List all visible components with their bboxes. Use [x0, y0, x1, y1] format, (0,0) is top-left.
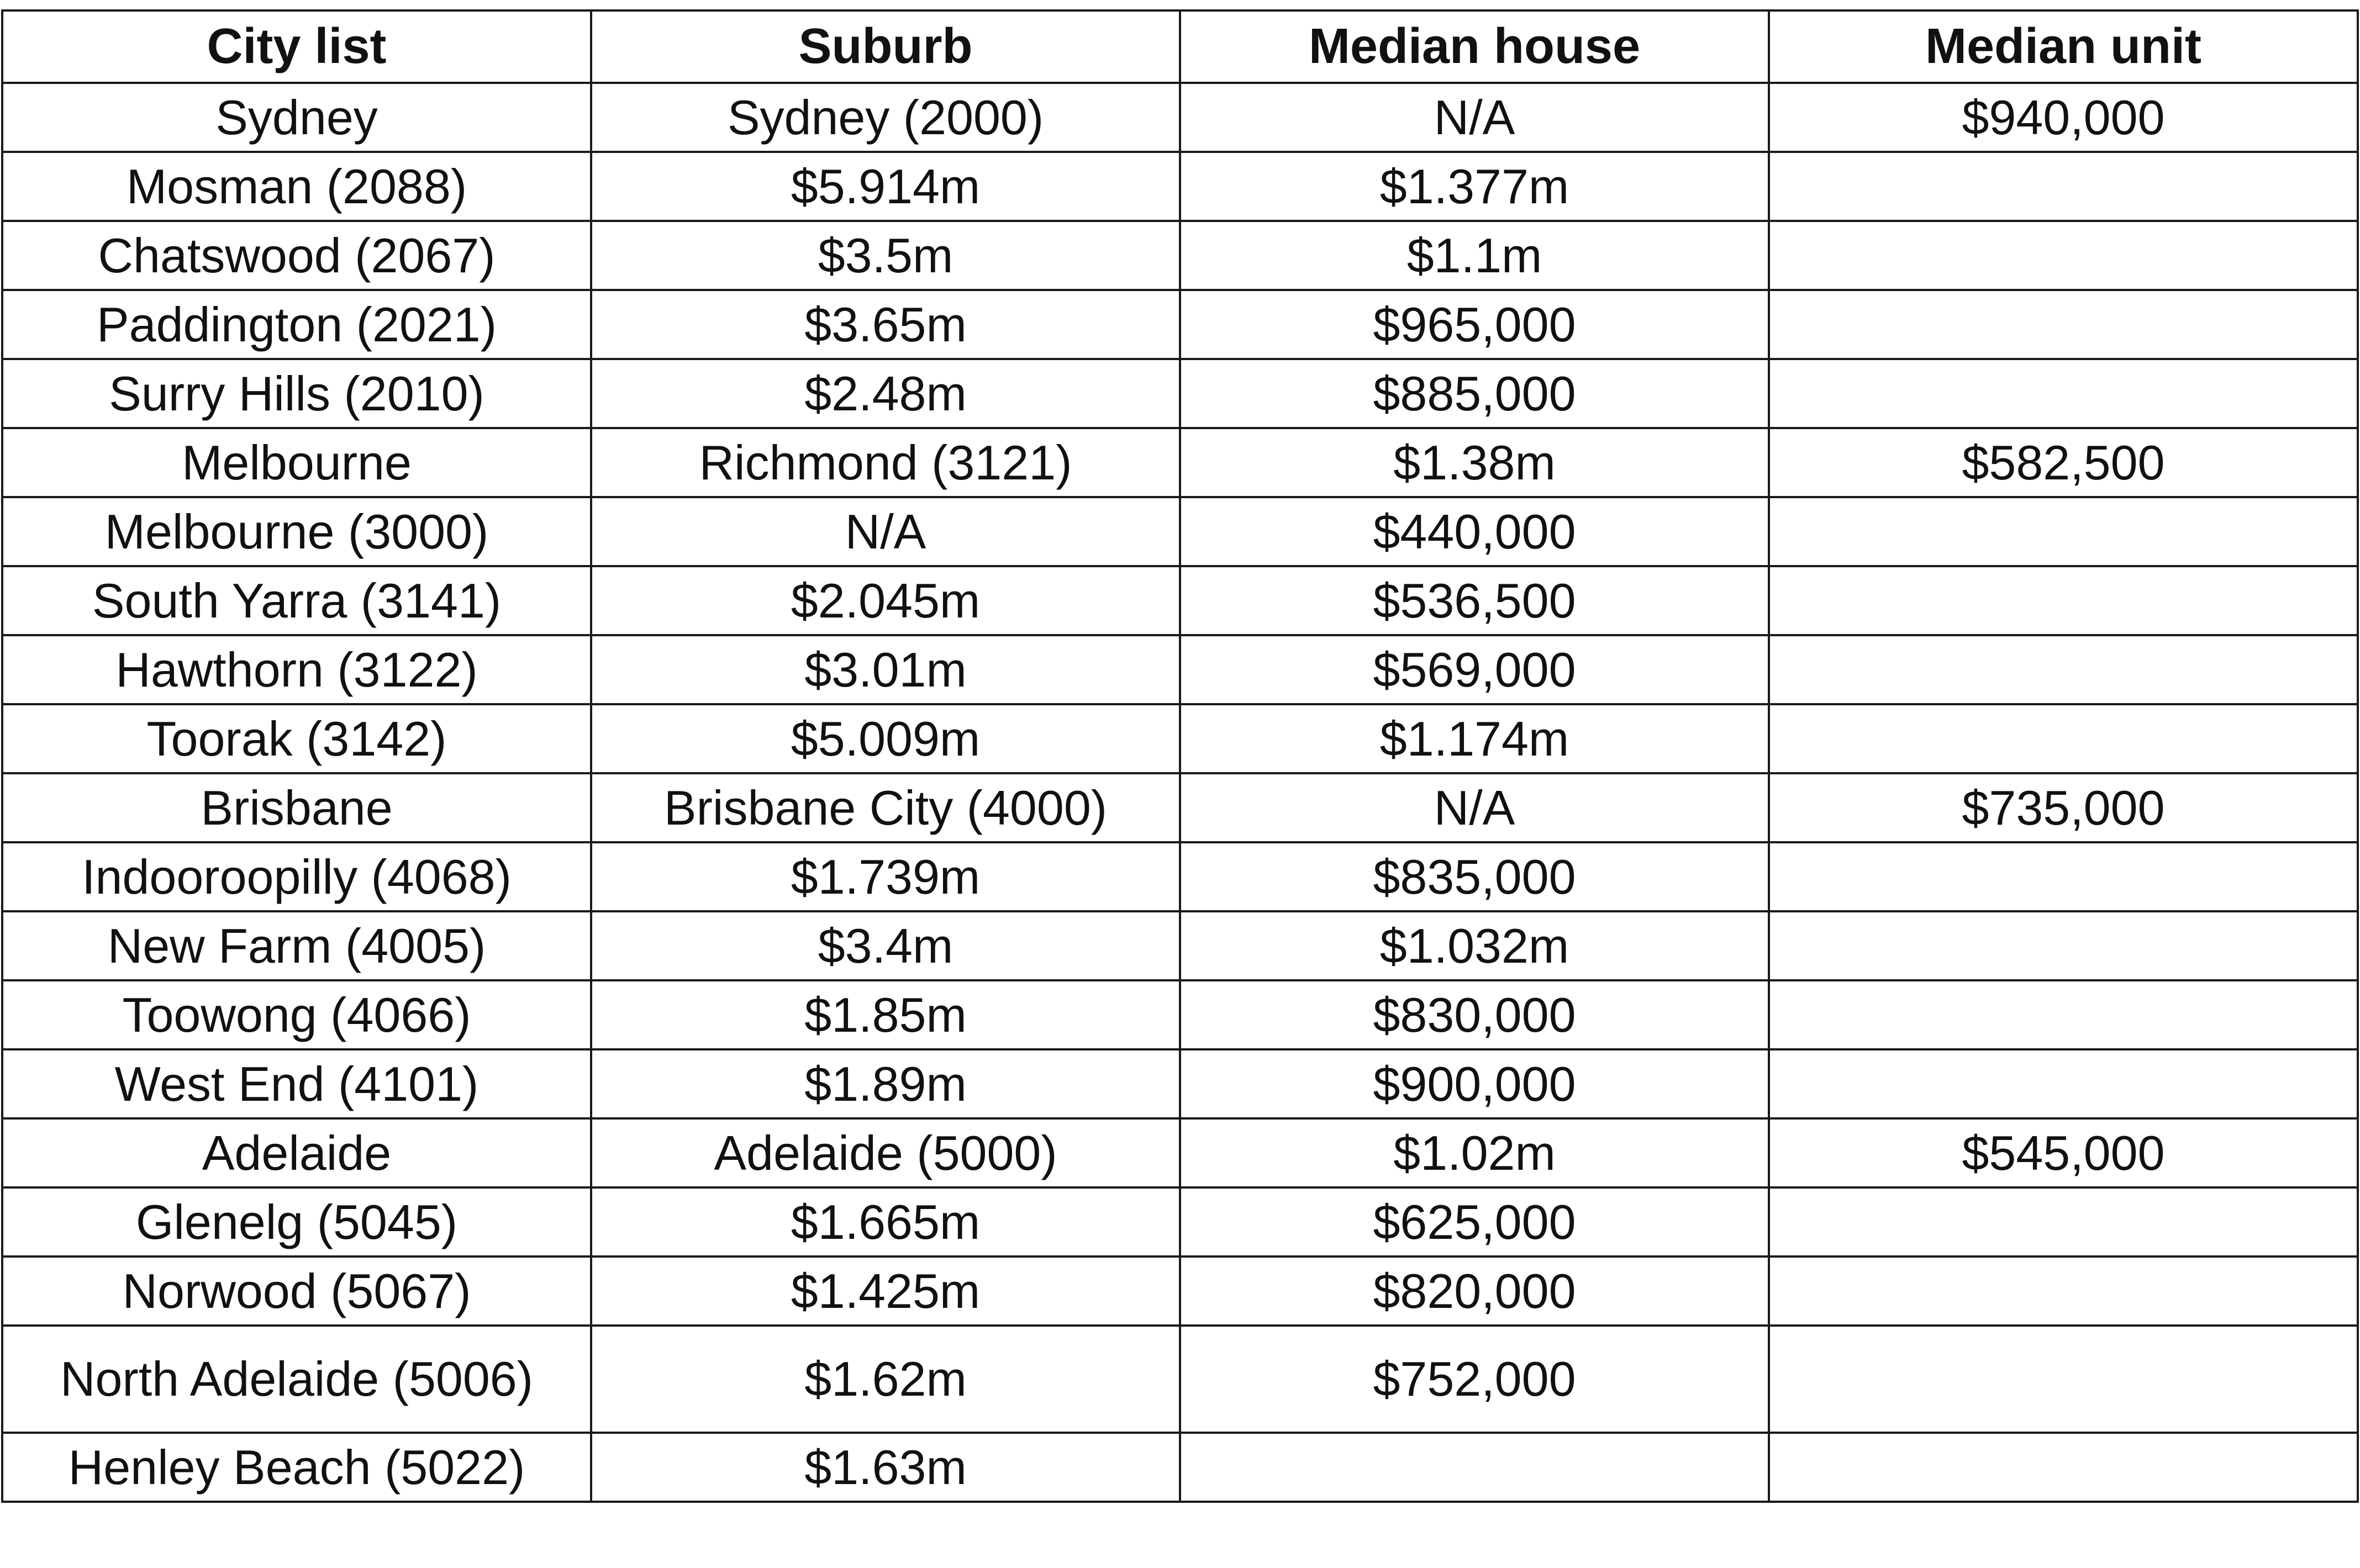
table-row: [2, 1118, 2358, 1187]
table-row: [2, 980, 2358, 1049]
table-row: [2, 152, 2358, 221]
table-row: [2, 1433, 2358, 1502]
table-cell: $940,000: [1769, 83, 2358, 152]
table-cell: $1.739m: [591, 842, 1180, 911]
table-row: [2, 1256, 2358, 1326]
table-cell: $830,000: [1180, 980, 1769, 1049]
table-cell: [1769, 842, 2358, 911]
table-cell: [1769, 566, 2358, 635]
table-row: [2, 635, 2358, 704]
table-cell: West End (4101): [2, 1049, 591, 1118]
table-cell: $1.032m: [1180, 911, 1769, 980]
table-cell: $5.914m: [591, 152, 1180, 221]
table-cell: Glenelg (5045): [2, 1187, 591, 1256]
table-cell: [1769, 911, 2358, 980]
table-row: [2, 497, 2358, 566]
table-cell: $1.85m: [591, 980, 1180, 1049]
table-row: [2, 290, 2358, 359]
table-cell: $545,000: [1769, 1118, 2358, 1187]
table-cell: [1769, 152, 2358, 221]
table-cell: Brisbane: [2, 773, 591, 842]
header-median-house: Median house: [1180, 10, 1769, 83]
table-cell: $3.4m: [591, 911, 1180, 980]
table-row: [2, 773, 2358, 842]
table-cell: Brisbane City (4000): [591, 773, 1180, 842]
table-cell: Sydney (2000): [591, 83, 1180, 152]
table-cell: $885,000: [1180, 359, 1769, 428]
table-cell: $1.1m: [1180, 221, 1769, 290]
table-header-row: [2, 10, 2358, 83]
table-cell: $1.665m: [591, 1187, 1180, 1256]
table-cell: North Adelaide (5006): [2, 1326, 591, 1433]
table-row: [2, 428, 2358, 497]
table-cell: Adelaide: [2, 1118, 591, 1187]
table-cell: N/A: [1180, 773, 1769, 842]
table-cell: $1.63m: [591, 1433, 1180, 1502]
header-suburb: Suburb: [591, 10, 1180, 83]
table-cell: $835,000: [1180, 842, 1769, 911]
table-row: [2, 911, 2358, 980]
table-cell: Melbourne (3000): [2, 497, 591, 566]
table-cell: $2.045m: [591, 566, 1180, 635]
table-cell: $900,000: [1180, 1049, 1769, 1118]
table-cell: [1769, 704, 2358, 773]
table-cell: [1769, 497, 2358, 566]
table-cell: $965,000: [1180, 290, 1769, 359]
table-cell: Surry Hills (2010): [2, 359, 591, 428]
table-cell: [1769, 635, 2358, 704]
table-cell: New Farm (4005): [2, 911, 591, 980]
table-cell: $625,000: [1180, 1187, 1769, 1256]
table-cell: [1769, 290, 2358, 359]
table-cell: Sydney: [2, 83, 591, 152]
table-cell: $752,000: [1180, 1326, 1769, 1433]
table-row: [2, 359, 2358, 428]
table-cell: South Yarra (3141): [2, 566, 591, 635]
header-city-list: City list: [2, 10, 591, 83]
table-cell: $569,000: [1180, 635, 1769, 704]
table-cell: [1769, 980, 2358, 1049]
table-cell: [1769, 1256, 2358, 1326]
table-cell: $3.5m: [591, 221, 1180, 290]
table-cell: N/A: [591, 497, 1180, 566]
table-cell: $1.02m: [1180, 1118, 1769, 1187]
table-row: [2, 842, 2358, 911]
table-cell: $3.01m: [591, 635, 1180, 704]
table-cell: $2.48m: [591, 359, 1180, 428]
table-row: [2, 1326, 2358, 1433]
table-cell: Hawthorn (3122): [2, 635, 591, 704]
table-cell: $536,500: [1180, 566, 1769, 635]
table-row: [2, 1049, 2358, 1118]
table-cell: Mosman (2088): [2, 152, 591, 221]
table-cell: Indooroopilly (4068): [2, 842, 591, 911]
table-cell: Melbourne: [2, 428, 591, 497]
table-row: [2, 83, 2358, 152]
table-cell: $735,000: [1769, 773, 2358, 842]
table-cell: [1769, 1049, 2358, 1118]
property-price-table: [1, 9, 2359, 1503]
table-cell: $5.009m: [591, 704, 1180, 773]
table-cell: $1.62m: [591, 1326, 1180, 1433]
table-cell: [1769, 221, 2358, 290]
table-cell: N/A: [1180, 83, 1769, 152]
table-row: [2, 566, 2358, 635]
table-cell: [1180, 1433, 1769, 1502]
table-cell: $1.89m: [591, 1049, 1180, 1118]
table-cell: Toowong (4066): [2, 980, 591, 1049]
table-row: [2, 704, 2358, 773]
table-cell: $1.377m: [1180, 152, 1769, 221]
table-cell: Richmond (3121): [591, 428, 1180, 497]
header-median-unit: Median unit: [1769, 10, 2358, 83]
table-cell: $440,000: [1180, 497, 1769, 566]
table-cell: Norwood (5067): [2, 1256, 591, 1326]
table-row: [2, 221, 2358, 290]
table-cell: [1769, 1433, 2358, 1502]
table-row: [2, 1187, 2358, 1256]
table-cell: $582,500: [1769, 428, 2358, 497]
table-cell: $1.174m: [1180, 704, 1769, 773]
table-cell: Henley Beach (5022): [2, 1433, 591, 1502]
table-cell: Paddington (2021): [2, 290, 591, 359]
table-cell: $1.425m: [591, 1256, 1180, 1326]
table-cell: $1.38m: [1180, 428, 1769, 497]
table-cell: $3.65m: [591, 290, 1180, 359]
table-cell: [1769, 359, 2358, 428]
table-cell: [1769, 1326, 2358, 1433]
table-cell: $820,000: [1180, 1256, 1769, 1326]
table-cell: Toorak (3142): [2, 704, 591, 773]
table-cell: [1769, 1187, 2358, 1256]
table-cell: Chatswood (2067): [2, 221, 591, 290]
table-cell: Adelaide (5000): [591, 1118, 1180, 1187]
